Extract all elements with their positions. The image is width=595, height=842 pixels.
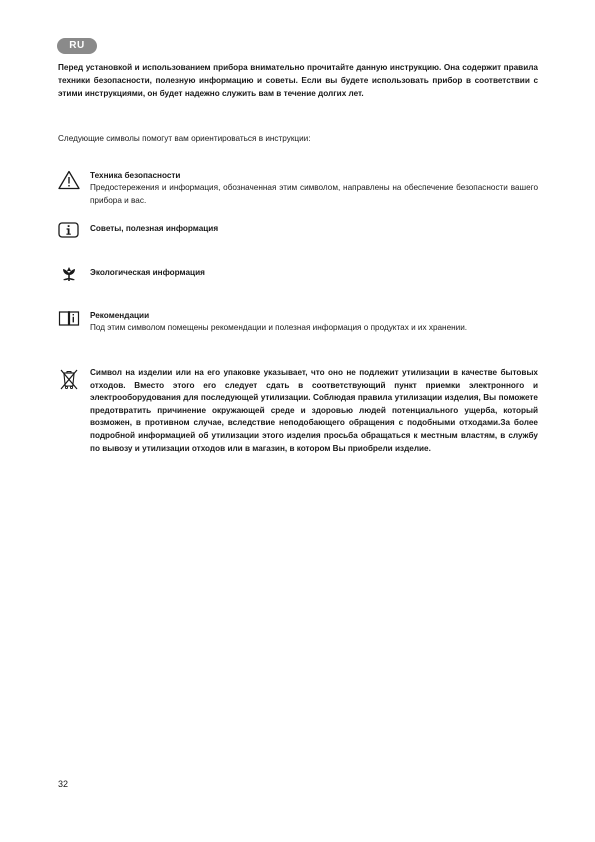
info-icon: [58, 222, 80, 244]
weee-text: Символ на изделии или на его упаковке указывает, что оно не подлежит утилизации в качестве бытовых отходов. Вместо этого его следует сдать в соответствующий пункт приемки электронного и электрооборудования для последующей утилизации. Соблюдая правила утилизации изделия, Вы поможете предотвратить причинение окружающей среде и здоровью людей потенциального ущерба, который возможен, в противном случае, вследствие неподобающего обращения с подобными отходами.За более подробной информацией об утилизации этого изделия просьба обращаться к местным властям, в службу по вывозу и утилизации отходов или в магазин, в котором Вы приобрели изделие.: [90, 368, 538, 453]
recommendations-text: Под этим символом помещены рекомендации и полезная информация о продуктах и их хранении.: [90, 323, 468, 333]
intro-paragraph: Перед установкой и использованием прибора внимательно прочитайте данную инструкцию. Она содержит правила техники безопасности, полезную информацию и советы. Если вы будете использовать прибор в соответствии с этими инструкциями, он будет надежно служить вам в течение долгих лет.: [58, 63, 538, 99]
open-book-icon: [58, 310, 80, 332]
crossed-out-bin-icon: [58, 367, 80, 389]
eco-title: Экологическая информация: [90, 268, 205, 277]
symbols-guide-text: Следующие символы помогут вам ориентироваться в инструкции:: [58, 134, 311, 143]
warning-triangle-icon: [58, 170, 80, 192]
flower-icon: [58, 266, 80, 288]
tips-title: Советы, полезная информация: [90, 224, 219, 233]
safety-text: Предостережения и информация, обозначенная этим символом, направлены на обеспечение безопасности вашего прибора и вас.: [90, 183, 538, 205]
safety-title: Техника безопасности: [90, 171, 181, 180]
page-number: 32: [58, 779, 69, 789]
recommendations-title: Рекомендации: [90, 311, 150, 320]
language-badge: RU: [57, 38, 97, 54]
